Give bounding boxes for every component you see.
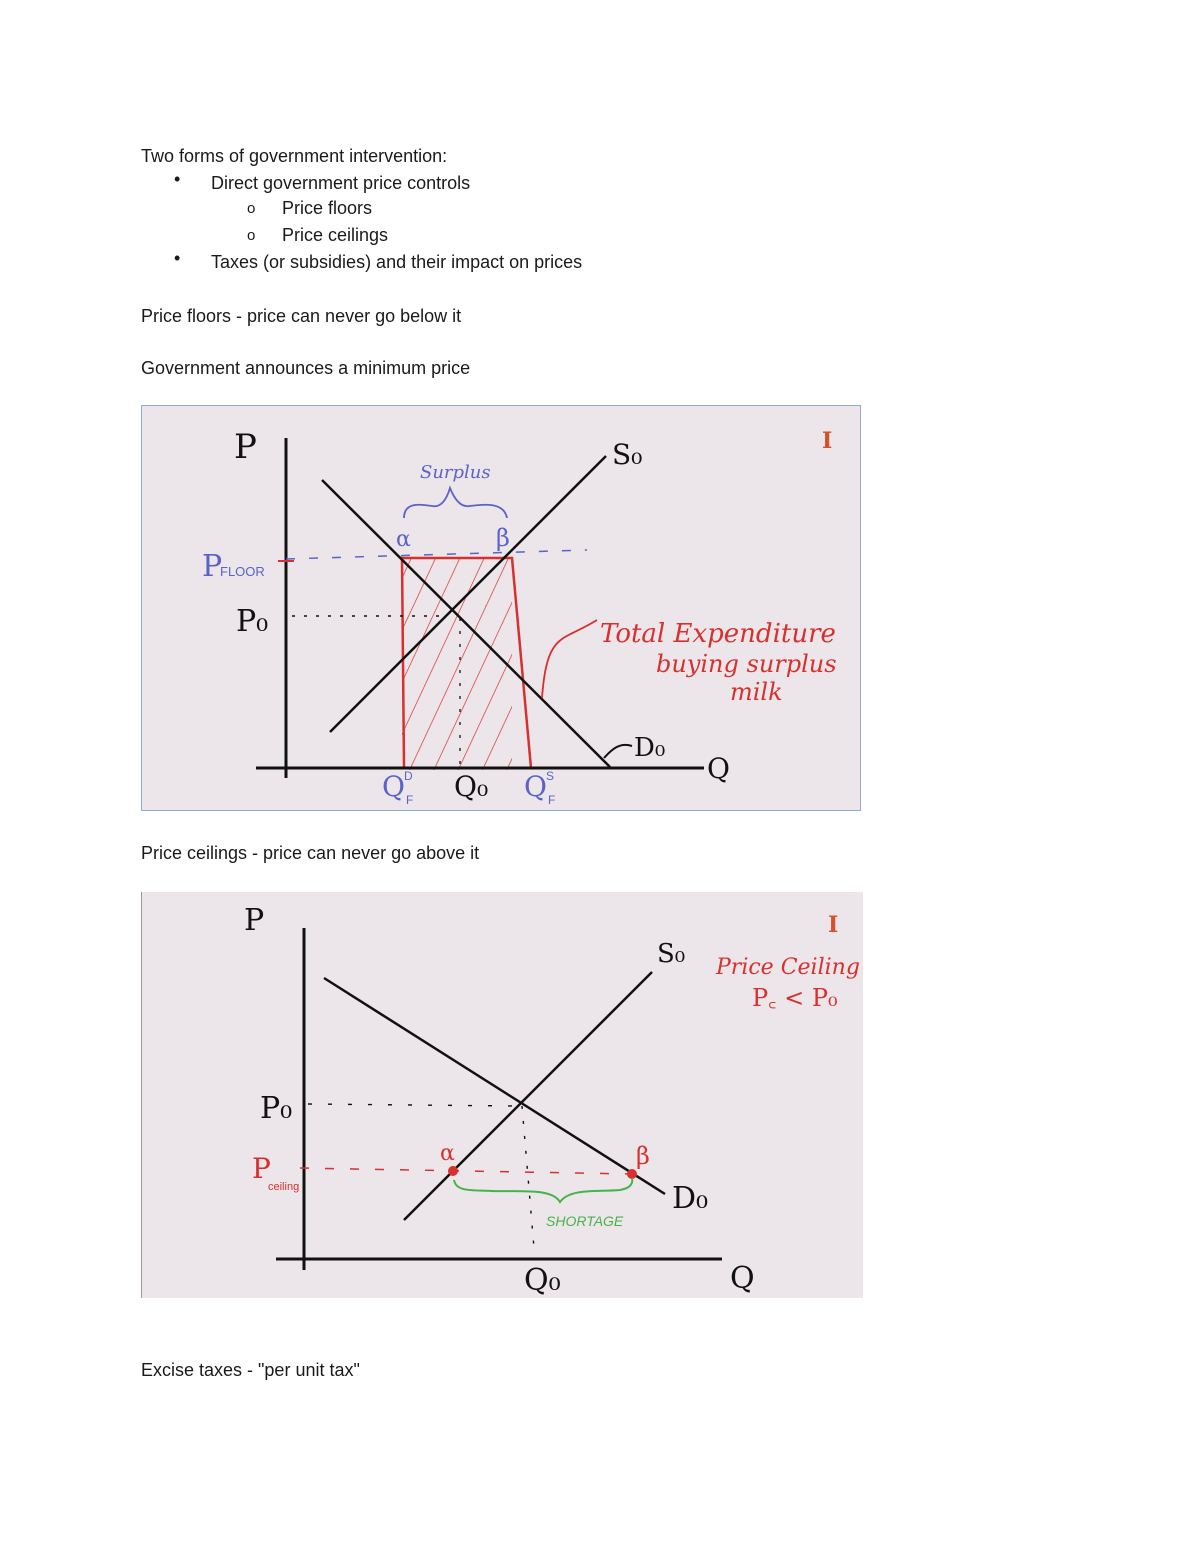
shortage-label: SHORTAGE — [546, 1213, 624, 1229]
price-ceiling-label: P — [252, 1152, 271, 1185]
sub-bullet-marker: o — [247, 200, 256, 217]
p0-label: P₀ — [236, 604, 269, 639]
bullet-marker: • — [174, 169, 181, 189]
list-item: Taxes (or subsidies) and their impact on prices — [211, 252, 583, 272]
note-pointer — [542, 620, 597, 698]
expenditure-hatch — [402, 558, 512, 770]
alpha-point — [448, 1166, 458, 1176]
supply-label: S₀ — [612, 438, 643, 471]
shortage-brace — [454, 1178, 632, 1202]
surplus-label: Surplus — [420, 462, 491, 483]
bullet-marker: • — [174, 248, 181, 268]
demand-label: D₀ — [634, 733, 666, 763]
supply-label: S₀ — [657, 939, 686, 969]
q-axis-label: Q — [730, 1261, 755, 1296]
note-line: milk — [730, 678, 783, 706]
note-line: Total Expenditure — [600, 619, 836, 649]
beta-point-label: β — [496, 524, 510, 552]
price-floor-graph — [141, 405, 861, 811]
alpha-point-label: α — [440, 1141, 455, 1166]
price-ceiling-line — [300, 1168, 632, 1174]
list-item: Price floors — [282, 198, 373, 218]
q0-line — [522, 1106, 534, 1248]
qs-floor-label: Q — [524, 770, 547, 803]
price-ceiling-diagram — [142, 892, 862, 1298]
qd-floor-subscript: F — [406, 793, 414, 807]
qs-floor-superscript: S — [546, 769, 555, 783]
list-item: Direct government price controls — [211, 173, 471, 193]
university-logo: I — [822, 428, 833, 454]
p0-label: P₀ — [260, 1091, 293, 1126]
floor-description: Government announces a minimum price — [141, 358, 471, 378]
price-ceiling-subscript: ceiling — [268, 1181, 300, 1193]
price-floor-diagram — [142, 406, 859, 809]
list-item: Price ceilings — [282, 225, 389, 245]
p0-line — [308, 1104, 518, 1106]
demand-label-tail — [604, 745, 632, 758]
beta-point-label: β — [636, 1142, 650, 1170]
qd-floor-label: Q — [382, 770, 405, 803]
section-heading-excise: Excise taxes - "per unit tax" — [141, 1360, 360, 1380]
price-floor-label: P — [202, 549, 223, 584]
demand-label: D₀ — [672, 1181, 709, 1216]
alpha-point-label: α — [396, 527, 411, 552]
q0-label: Q₀ — [524, 1263, 561, 1298]
q0-label: Q₀ — [454, 770, 489, 803]
price-floor-subscript: FLOOR — [220, 564, 265, 579]
price-ceiling-graph — [141, 892, 863, 1298]
note-line: P꜀ < P₀ — [752, 984, 838, 1012]
sub-bullet-marker: o — [247, 227, 256, 244]
p-axis-label: P — [234, 427, 257, 467]
intro-heading: Two forms of government intervention: — [141, 146, 448, 166]
beta-point — [627, 1169, 637, 1179]
p-axis-label: P — [244, 903, 265, 938]
qd-floor-superscript: D — [404, 769, 413, 783]
note-line: buying surplus — [656, 650, 837, 678]
section-heading-ceilings: Price ceilings - price can never go above it — [141, 843, 480, 863]
qs-floor-subscript: F — [548, 793, 556, 807]
university-logo: I — [828, 912, 839, 938]
q-axis-label: Q — [707, 752, 730, 785]
section-heading-floors: Price floors - price can never go below it — [141, 306, 462, 326]
surplus-brace — [404, 488, 507, 518]
note-line: Price Ceiling — [716, 955, 860, 980]
